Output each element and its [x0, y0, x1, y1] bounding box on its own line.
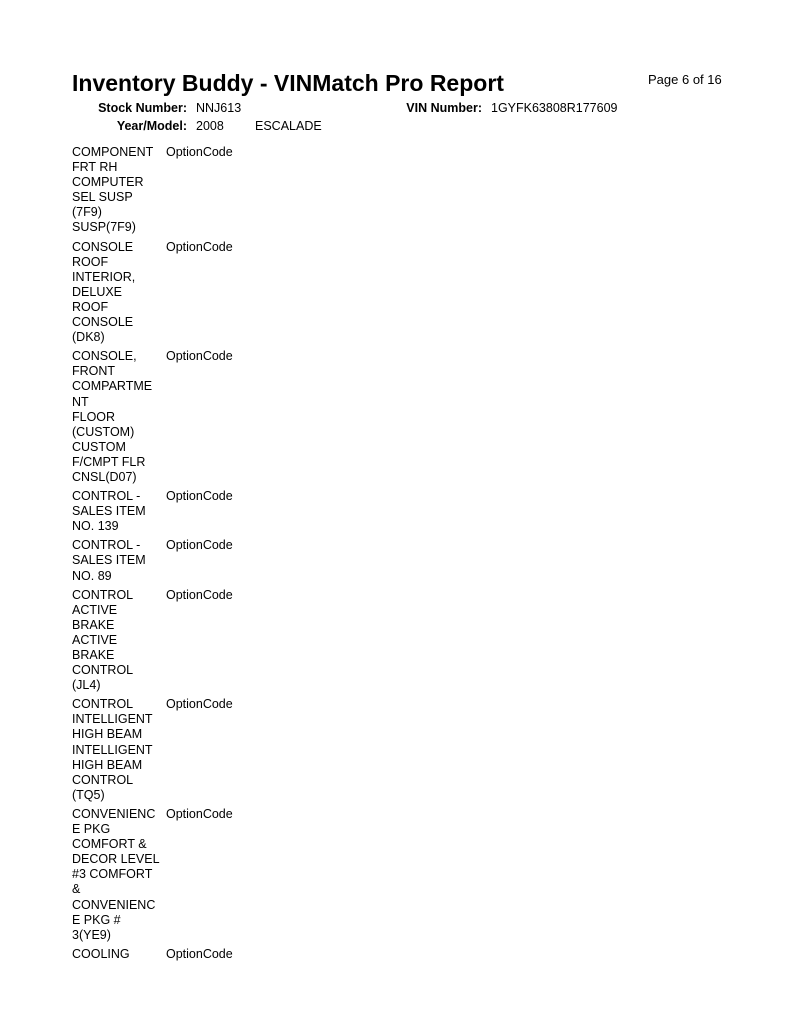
- option-type: OptionCode: [166, 538, 233, 553]
- stock-number-value: NNJ613: [196, 101, 242, 115]
- option-description: COMPONENT FRT RH COMPUTER SEL SUSP (7F9) SUSP(7F9): [72, 145, 154, 235]
- option-row: [72, 538, 372, 583]
- option-row: [72, 697, 372, 803]
- option-row: [72, 588, 372, 694]
- option-list: [72, 145, 372, 966]
- vin-number-value: 1GYFK63808R177609: [491, 101, 618, 115]
- option-description: COOLING: [72, 946, 130, 961]
- model-value: ESCALADE: [255, 119, 322, 133]
- option-description: CONTROL INTELLIGENT HIGH BEAM INTELLIGENT HIGH BEAM CONTROL (TQ5): [72, 697, 153, 802]
- year-value: 2008: [196, 119, 224, 133]
- option-row: [72, 807, 372, 943]
- option-description: CONTROL - SALES ITEM NO. 89: [72, 538, 146, 583]
- report-title: Inventory Buddy - VINMatch Pro Report: [72, 70, 504, 96]
- year-model-label: Year/Model:: [116, 119, 187, 133]
- option-description: CONTROL ACTIVE BRAKE ACTIVE BRAKE CONTROL (JL4): [72, 587, 134, 693]
- page-number: Page 6 of 16: [648, 72, 722, 87]
- option-row: [72, 947, 372, 962]
- option-type: OptionCode: [166, 349, 233, 364]
- option-row: [72, 145, 372, 236]
- option-row: [72, 240, 372, 346]
- option-type: OptionCode: [166, 145, 233, 159]
- option-type: OptionCode: [166, 489, 233, 504]
- option-type: OptionCode: [166, 239, 233, 254]
- option-type: OptionCode: [166, 946, 233, 961]
- option-description: CONSOLE ROOF INTERIOR, DELUXE ROOF CONSOLE (DK8): [72, 239, 136, 345]
- option-description: CONTROL - SALES ITEM NO. 139: [72, 489, 146, 534]
- option-type: OptionCode: [166, 587, 233, 602]
- stock-number-label: Stock Number:: [98, 101, 187, 115]
- option-description: CONVENIENC E PKG COMFORT & DECOR LEVEL #3 COMFORT & CONVENIENC E PKG # 3(YE9): [72, 806, 160, 942]
- option-row: [72, 349, 372, 485]
- option-description: CONSOLE, FRONT COMPARTME NT FLOOR (CUSTOM) CUSTOM F/CMPT FLR CNSL(D07): [72, 349, 153, 484]
- option-row: [72, 489, 372, 534]
- option-type: OptionCode: [166, 697, 233, 712]
- option-type: OptionCode: [166, 806, 233, 821]
- vin-number-label: VIN Number:: [406, 101, 482, 115]
